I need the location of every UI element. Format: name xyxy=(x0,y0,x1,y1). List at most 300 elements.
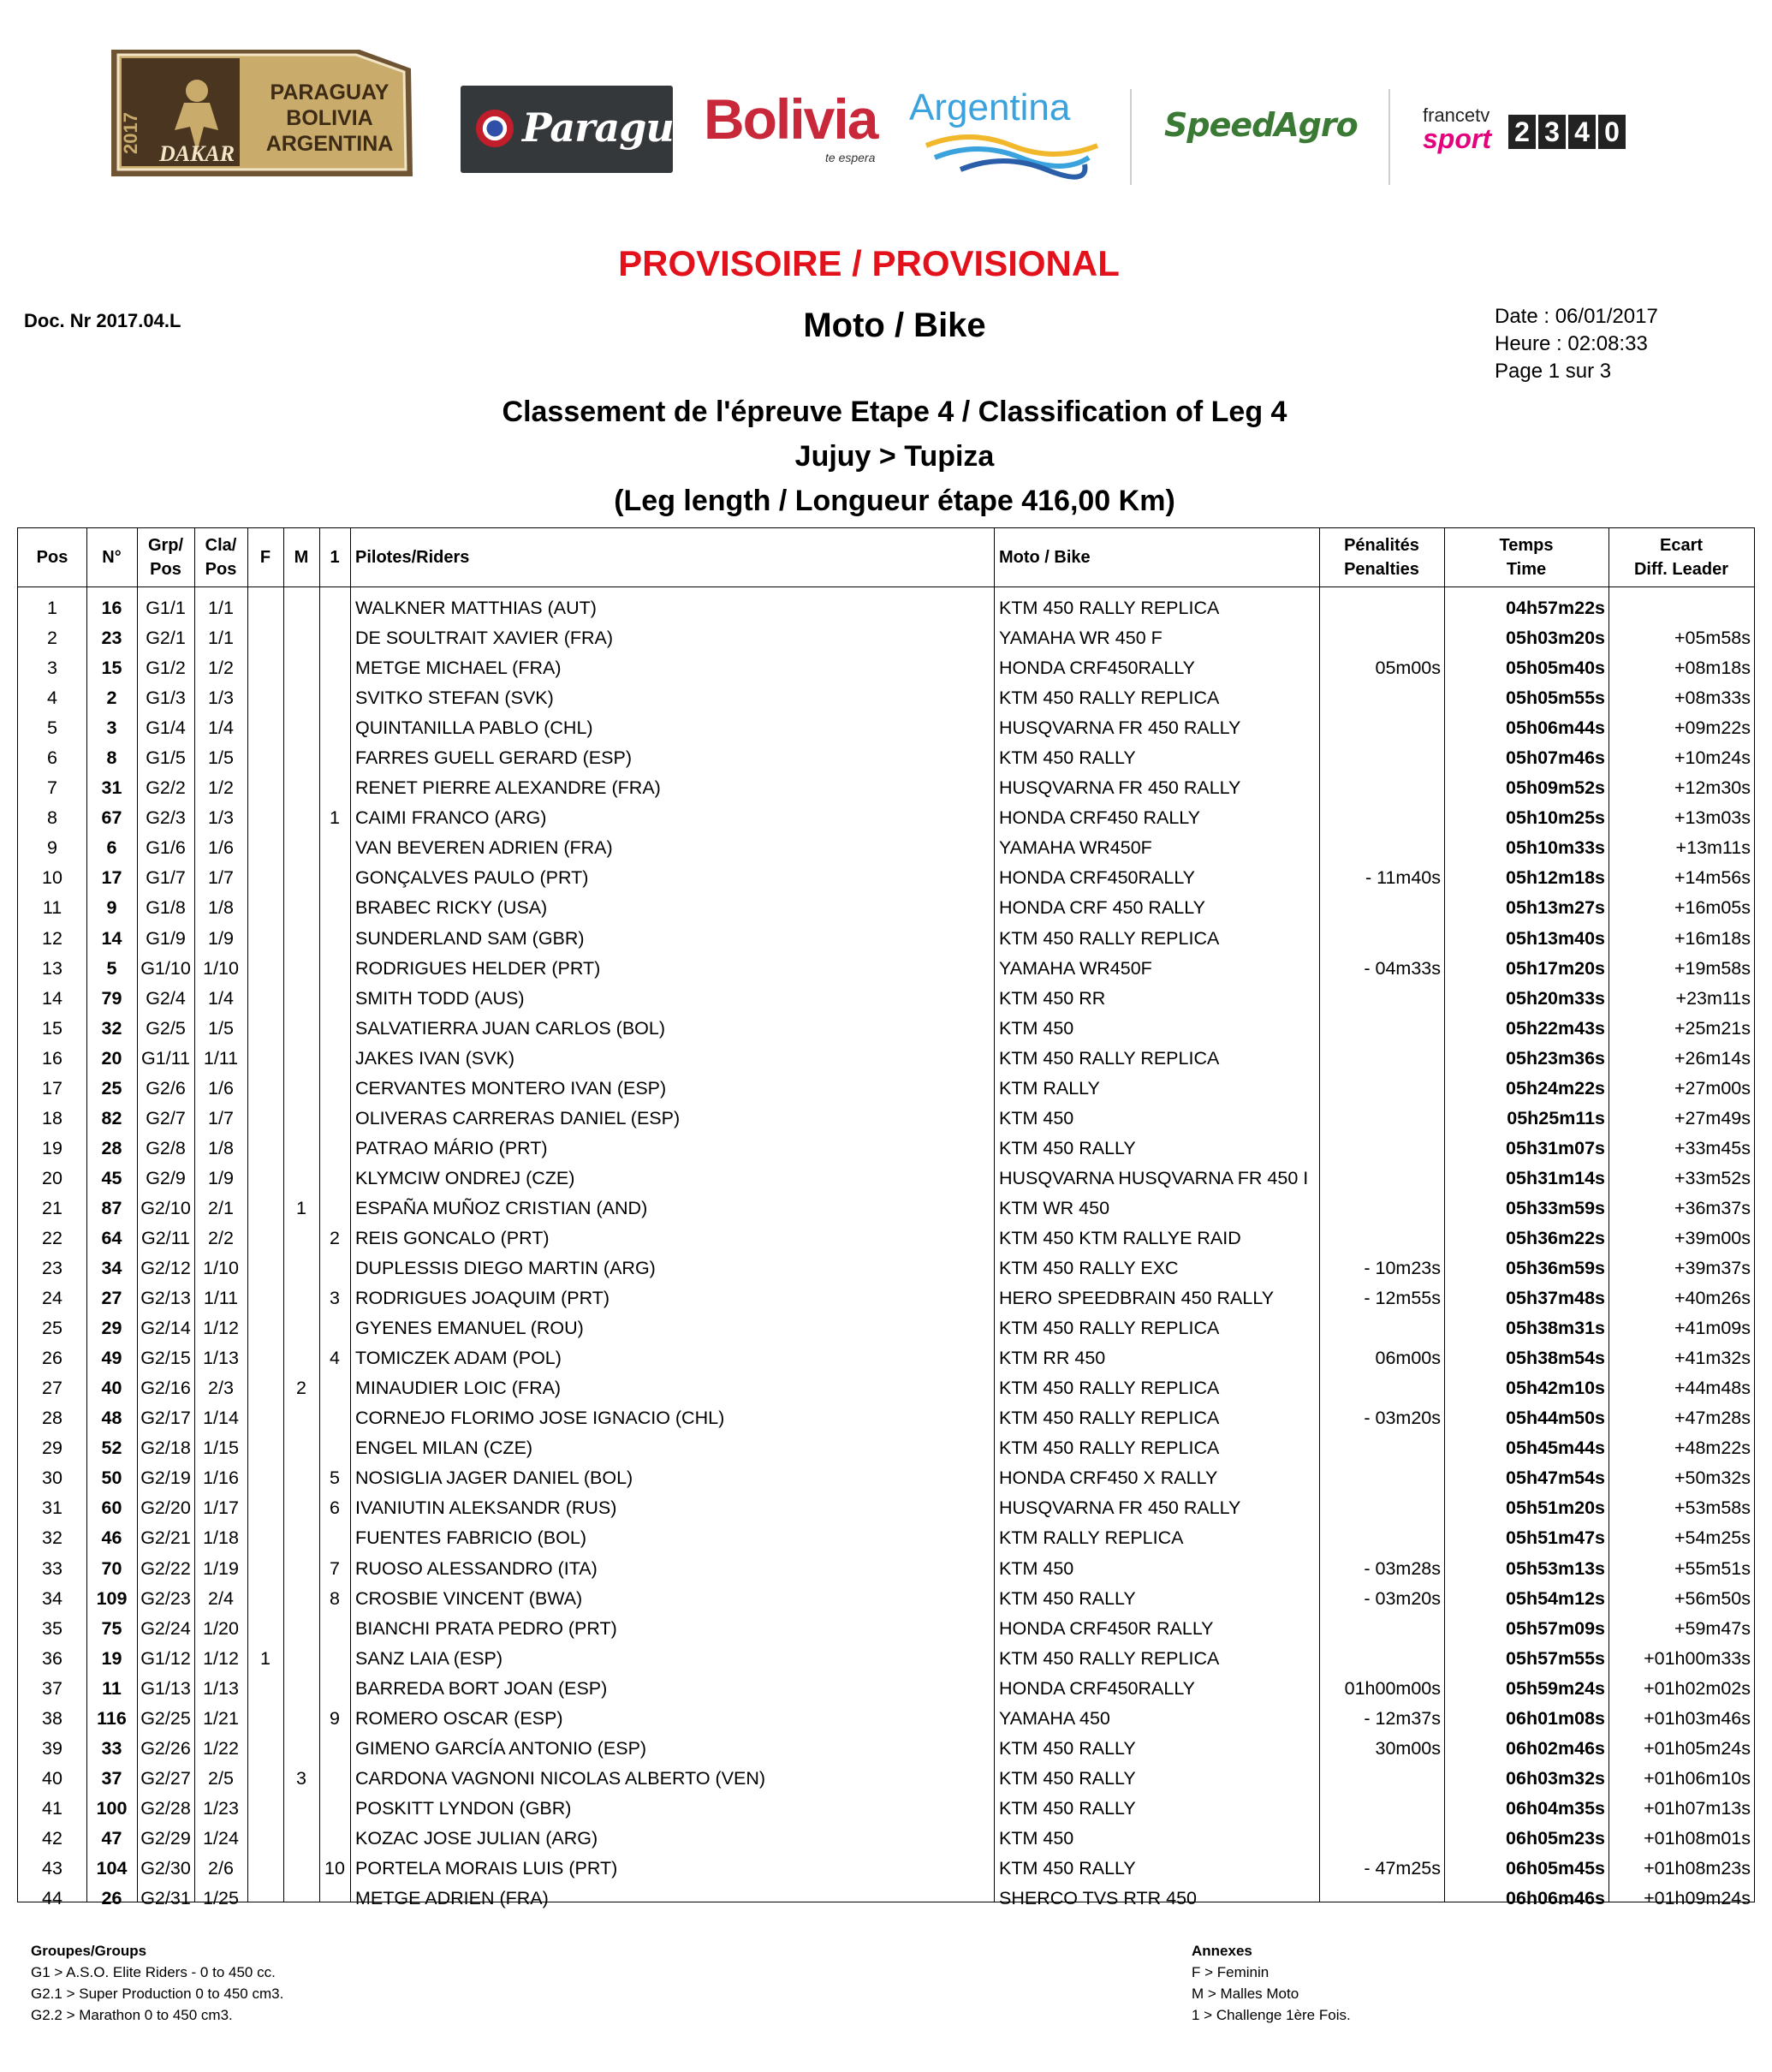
row-f xyxy=(247,1523,283,1553)
row-pos: 4 xyxy=(47,688,57,709)
row-rider: WALKNER MATTHIAS (AUT) xyxy=(355,598,597,618)
row-first-timer xyxy=(319,1614,350,1644)
row-group-pos: G2/4 xyxy=(146,987,186,1009)
row-group-pos: G1/1 xyxy=(146,598,186,618)
row-time: 05h09m52s xyxy=(1506,777,1605,799)
row-first-timer: 5 xyxy=(330,1468,340,1489)
row-gap: +33m52s xyxy=(1674,1167,1751,1188)
row-bike: HUSQVARNA FR 450 RALLY xyxy=(999,777,1241,799)
row-gap: +01h05m24s xyxy=(1644,1737,1751,1759)
row-penalty xyxy=(1319,833,1441,863)
row-class-pos: 1/14 xyxy=(203,1408,239,1429)
row-group-pos: G1/7 xyxy=(146,867,186,889)
row-f xyxy=(247,1433,283,1463)
row-penalty xyxy=(1319,1493,1441,1523)
table-row xyxy=(18,1704,1754,1734)
table-row xyxy=(18,1614,1754,1644)
row-pos: 2 xyxy=(47,628,57,649)
row-rider: IVANIUTIN ALEKSANDR (RUS) xyxy=(355,1497,617,1519)
row-time: 05h22m43s xyxy=(1506,1017,1605,1039)
document-date: Date : 06/01/2017 xyxy=(1495,305,1658,328)
provisional-status: PROVISOIRE / PROVISIONAL xyxy=(618,243,1120,283)
row-gap: +27m49s xyxy=(1674,1107,1751,1128)
row-class-pos: 1/22 xyxy=(203,1737,239,1759)
annexes-legend xyxy=(1192,1940,1351,2026)
row-first-timer xyxy=(319,863,350,893)
row-class-pos: 1/8 xyxy=(208,897,234,919)
row-first-timer xyxy=(319,1164,350,1194)
row-gap: +40m26s xyxy=(1674,1288,1751,1309)
row-class-pos: 2/4 xyxy=(208,1587,234,1609)
row-group-pos: G1/6 xyxy=(146,837,186,859)
row-number: 8 xyxy=(106,747,117,769)
row-rider: RODRIGUES JOAQUIM (PRT) xyxy=(355,1288,610,1309)
row-pos: 42 xyxy=(42,1827,62,1849)
row-number: 40 xyxy=(101,1378,122,1399)
row-f xyxy=(247,1463,283,1493)
row-pos: 35 xyxy=(42,1617,62,1639)
row-number: 47 xyxy=(101,1827,122,1849)
annexes-legend-item: 1 > Challenge 1ère Fois. xyxy=(1192,2007,1351,2023)
row-bike: KTM 450 RALLY REPLICA xyxy=(999,598,1220,618)
row-gap: +41m32s xyxy=(1674,1348,1751,1369)
row-rider: METGE ADRIEN (FRA) xyxy=(355,1888,549,1909)
row-f xyxy=(247,623,283,653)
row-class-pos: 1/4 xyxy=(208,717,234,739)
table-row xyxy=(18,1373,1754,1403)
row-pos: 9 xyxy=(47,837,57,859)
row-gap: +41m09s xyxy=(1674,1318,1751,1339)
channel-number: 0 xyxy=(1598,115,1626,149)
row-f xyxy=(247,1343,283,1373)
row-m xyxy=(283,833,319,863)
row-class-pos: 1/20 xyxy=(203,1617,239,1639)
row-f xyxy=(247,653,283,683)
row-gap: +23m11s xyxy=(1675,987,1751,1009)
table-row xyxy=(18,1253,1754,1283)
row-bike: KTM WR 450 xyxy=(999,1197,1110,1218)
row-rider: GONÇALVES PAULO (PRT) xyxy=(355,867,589,889)
row-group-pos: G2/3 xyxy=(146,807,186,829)
table-row xyxy=(18,1554,1754,1584)
row-time: 05h38m54s xyxy=(1506,1348,1605,1369)
row-pos: 16 xyxy=(42,1047,62,1069)
row-pos: 3 xyxy=(47,658,57,679)
row-rider: DE SOULTRAIT XAVIER (FRA) xyxy=(355,628,614,649)
row-bike: HUSQVARNA FR 450 RALLY xyxy=(999,717,1241,739)
row-pos: 24 xyxy=(42,1288,62,1309)
row-pos: 21 xyxy=(42,1197,62,1218)
row-f xyxy=(247,743,283,773)
table-row xyxy=(18,1493,1754,1523)
row-class-pos: 1/4 xyxy=(208,987,234,1009)
row-rider: CERVANTES MONTERO IVAN (ESP) xyxy=(355,1077,667,1099)
row-bike: KTM 450 RALLY xyxy=(999,1737,1136,1759)
row-group-pos: G2/15 xyxy=(140,1348,191,1369)
row-group-pos: G2/19 xyxy=(140,1468,191,1489)
logo-divider xyxy=(1130,89,1132,185)
row-first-timer xyxy=(319,743,350,773)
row-m xyxy=(283,863,319,893)
row-f xyxy=(247,1854,283,1884)
row-penalty xyxy=(1319,1614,1441,1644)
results-table xyxy=(17,527,1755,1909)
row-number: 64 xyxy=(101,1227,122,1248)
row-penalty: 05m00s xyxy=(1375,658,1441,679)
row-f xyxy=(247,1164,283,1194)
table-row xyxy=(18,1854,1754,1884)
row-m xyxy=(283,623,319,653)
row-first-timer xyxy=(319,713,350,743)
row-bike: HONDA CRF450RALLY xyxy=(999,867,1196,889)
row-number: 20 xyxy=(101,1047,122,1069)
row-pos: 40 xyxy=(42,1767,62,1789)
row-class-pos: 1/24 xyxy=(203,1827,239,1849)
channel-number: 3 xyxy=(1538,115,1566,149)
row-bike: HONDA CRF450R RALLY xyxy=(999,1617,1214,1639)
row-number: 28 xyxy=(101,1137,122,1158)
row-penalty xyxy=(1319,743,1441,773)
row-time: 06h05m23s xyxy=(1506,1827,1605,1849)
row-time: 05h06m44s xyxy=(1506,717,1605,739)
row-rider: CAIMI FRANCO (ARG) xyxy=(355,807,547,829)
row-rider: CORNEJO FLORIMO JOSE IGNACIO (CHL) xyxy=(355,1408,725,1429)
row-class-pos: 1/1 xyxy=(208,598,234,618)
row-bike: KTM 450 xyxy=(999,1557,1074,1579)
row-class-pos: 2/1 xyxy=(208,1197,234,1218)
row-m xyxy=(283,1674,319,1704)
row-f xyxy=(247,1884,283,1914)
row-rider: REIS GONCALO (PRT) xyxy=(355,1227,550,1248)
row-time: 06h01m08s xyxy=(1506,1707,1605,1729)
row-bike: YAMAHA WR450F xyxy=(999,957,1152,979)
row-gap: +01h09m24s xyxy=(1644,1888,1751,1909)
row-first-timer xyxy=(319,1734,350,1764)
row-group-pos: G1/5 xyxy=(146,747,186,769)
row-class-pos: 1/3 xyxy=(208,688,234,709)
row-group-pos: G2/6 xyxy=(146,1077,186,1099)
row-rider: VAN BEVEREN ADRIEN (FRA) xyxy=(355,837,613,859)
row-class-pos: 1/18 xyxy=(203,1527,239,1549)
row-gap: +27m00s xyxy=(1674,1077,1751,1099)
row-rider: PORTELA MORAIS LUIS (PRT) xyxy=(355,1857,618,1878)
row-pos: 44 xyxy=(42,1888,62,1909)
row-time: 05h57m09s xyxy=(1506,1617,1605,1639)
row-penalty: 30m00s xyxy=(1375,1737,1441,1759)
table-row xyxy=(18,1884,1754,1914)
row-group-pos: G2/5 xyxy=(146,1017,186,1039)
row-gap: +01h08m01s xyxy=(1644,1827,1751,1849)
row-time: 05h54m12s xyxy=(1506,1587,1605,1609)
sport-wordmark: sport xyxy=(1423,123,1491,154)
row-group-pos: G2/12 xyxy=(140,1258,191,1279)
row-group-pos: G1/9 xyxy=(146,927,186,949)
row-rider: JAKES IVAN (SVK) xyxy=(355,1047,514,1069)
row-time: 05h10m25s xyxy=(1506,807,1605,829)
row-f xyxy=(247,803,283,833)
row-number: 60 xyxy=(101,1497,122,1519)
row-f xyxy=(247,593,283,623)
row-group-pos: G2/27 xyxy=(140,1767,191,1789)
row-m xyxy=(283,1164,319,1194)
row-number: 82 xyxy=(101,1107,122,1128)
row-pos: 38 xyxy=(42,1707,62,1729)
table-row xyxy=(18,1104,1754,1134)
row-gap: +01h00m33s xyxy=(1644,1647,1751,1669)
row-time: 05h57m55s xyxy=(1506,1647,1605,1669)
annexes-legend-title: Annexes xyxy=(1192,1943,1252,1959)
row-group-pos: G2/22 xyxy=(140,1557,191,1579)
row-f xyxy=(247,1554,283,1584)
header-group-pos: Grp/ Pos xyxy=(147,536,184,579)
row-pos: 31 xyxy=(42,1497,62,1519)
row-pos: 22 xyxy=(42,1227,62,1248)
row-number: 31 xyxy=(101,777,122,799)
row-number: 75 xyxy=(101,1617,122,1639)
row-f xyxy=(247,1824,283,1854)
row-class-pos: 2/2 xyxy=(208,1227,234,1248)
table-row xyxy=(18,803,1754,833)
row-number: 49 xyxy=(101,1348,122,1369)
row-f xyxy=(247,1794,283,1824)
row-bike: KTM 450 RALLY xyxy=(999,1137,1136,1158)
bolivia-logo xyxy=(704,87,883,173)
table-row xyxy=(18,623,1754,653)
row-group-pos: G2/26 xyxy=(140,1737,191,1759)
row-rider: SUNDERLAND SAM (GBR) xyxy=(355,927,585,949)
row-gap: +54m25s xyxy=(1674,1527,1751,1549)
header-gap: Ecart Diff. Leader xyxy=(1633,536,1729,579)
row-first-timer: 2 xyxy=(330,1227,340,1248)
row-first-timer: 1 xyxy=(330,807,340,829)
row-number: 9 xyxy=(106,897,117,919)
row-group-pos: G2/17 xyxy=(140,1408,191,1429)
row-group-pos: G2/31 xyxy=(140,1888,191,1909)
row-time: 05h59m24s xyxy=(1506,1677,1605,1699)
row-bike: HONDA CRF450 RALLY xyxy=(999,807,1200,829)
row-time: 05h25m11s xyxy=(1507,1107,1605,1128)
row-rider: ROMERO OSCAR (ESP) xyxy=(355,1707,563,1729)
row-pos: 41 xyxy=(42,1797,62,1819)
row-gap: +01h07m13s xyxy=(1644,1797,1751,1819)
groups-legend-item: G1 > A.S.O. Elite Riders - 0 to 450 cc. xyxy=(31,1964,276,1980)
row-penalty xyxy=(1319,984,1441,1014)
table-row xyxy=(18,1584,1754,1614)
row-class-pos: 1/19 xyxy=(203,1557,239,1579)
row-rider: MINAUDIER LOIC (FRA) xyxy=(355,1378,562,1399)
table-row xyxy=(18,1313,1754,1343)
table-row xyxy=(18,1674,1754,1704)
row-penalty xyxy=(1319,713,1441,743)
row-time: 05h13m40s xyxy=(1506,927,1605,949)
row-gap: +44m48s xyxy=(1674,1378,1751,1399)
row-class-pos: 1/13 xyxy=(203,1677,239,1699)
row-penalty xyxy=(1319,1044,1441,1074)
row-rider: FARRES GUELL GERARD (ESP) xyxy=(355,747,632,769)
dakar-country-3: ARGENTINA xyxy=(265,132,394,156)
row-m xyxy=(283,743,319,773)
row-pos: 20 xyxy=(42,1167,62,1188)
row-class-pos: 1/9 xyxy=(208,927,234,949)
row-m xyxy=(283,1884,319,1914)
row-bike: KTM RALLY xyxy=(999,1077,1100,1099)
row-penalty xyxy=(1319,803,1441,833)
row-pos: 25 xyxy=(42,1318,62,1339)
row-bike: HUSQVARNA HUSQVARNA FR 450 I xyxy=(999,1167,1309,1188)
row-class-pos: 1/8 xyxy=(208,1137,234,1158)
header-riders: Pilotes/Riders xyxy=(355,548,470,567)
row-rider: BRABEC RICKY (USA) xyxy=(355,897,548,919)
row-f xyxy=(247,1044,283,1074)
row-m xyxy=(283,1794,319,1824)
row-m: 1 xyxy=(296,1197,306,1218)
row-first-timer xyxy=(319,1313,350,1343)
table-row xyxy=(18,1764,1754,1794)
row-penalty xyxy=(1319,773,1441,803)
groups-legend xyxy=(31,1940,283,2026)
row-f xyxy=(247,1704,283,1734)
row-f xyxy=(247,1373,283,1403)
row-pos: 39 xyxy=(42,1737,62,1759)
row-time: 05h42m10s xyxy=(1506,1378,1605,1399)
row-f xyxy=(247,1283,283,1313)
row-group-pos: G1/3 xyxy=(146,688,186,709)
table-row xyxy=(18,1134,1754,1164)
paraguay-logo xyxy=(461,86,721,173)
row-first-timer xyxy=(319,924,350,954)
row-bike: HONDA CRF 450 RALLY xyxy=(999,897,1205,919)
document-number: Doc. Nr 2017.04.L xyxy=(24,310,181,331)
row-f xyxy=(247,683,283,713)
row-f xyxy=(247,1194,283,1224)
row-penalty xyxy=(1319,1523,1441,1553)
row-first-timer xyxy=(319,1253,350,1283)
row-rider: METGE MICHAEL (FRA) xyxy=(355,658,562,679)
row-pos: 1 xyxy=(47,598,57,618)
row-time: 05h10m33s xyxy=(1506,837,1605,859)
row-pos: 43 xyxy=(42,1857,62,1878)
row-class-pos: 1/12 xyxy=(203,1647,239,1669)
row-bike: HERO SPEEDBRAIN 450 RALLY xyxy=(999,1288,1275,1309)
row-m xyxy=(283,1403,319,1433)
table-row xyxy=(18,1283,1754,1313)
table-row xyxy=(18,683,1754,713)
row-group-pos: G1/8 xyxy=(146,897,186,919)
row-gap: +16m05s xyxy=(1674,897,1751,919)
row-penalty xyxy=(1319,1794,1441,1824)
row-f xyxy=(247,773,283,803)
row-gap: +14m56s xyxy=(1674,867,1751,889)
row-gap: +09m22s xyxy=(1674,717,1751,739)
row-bike: KTM 450 RALLY xyxy=(999,747,1136,769)
row-group-pos: G2/21 xyxy=(140,1527,191,1549)
row-number: 33 xyxy=(101,1737,122,1759)
row-time: 06h02m46s xyxy=(1506,1737,1605,1759)
row-class-pos: 1/5 xyxy=(208,747,234,769)
row-bike: KTM 450 RALLY xyxy=(999,1857,1136,1878)
speedagro-logo xyxy=(1164,106,1363,158)
row-penalty: - 12m37s xyxy=(1364,1707,1441,1729)
row-time: 05h36m22s xyxy=(1506,1227,1605,1248)
row-group-pos: G1/12 xyxy=(140,1647,191,1669)
row-penalty: 01h00m00s xyxy=(1344,1677,1441,1699)
row-pos: 32 xyxy=(42,1527,62,1549)
row-m xyxy=(283,1253,319,1283)
row-penalty: - 03m20s xyxy=(1364,1587,1441,1609)
row-class-pos: 1/16 xyxy=(203,1468,239,1489)
row-f xyxy=(247,924,283,954)
row-group-pos: G1/2 xyxy=(146,658,186,679)
row-m xyxy=(283,773,319,803)
row-penalty xyxy=(1319,1313,1441,1343)
table-row xyxy=(18,1824,1754,1854)
row-rider: RUOSO ALESSANDRO (ITA) xyxy=(355,1557,598,1579)
row-time: 05h33m59s xyxy=(1506,1197,1605,1218)
row-m xyxy=(283,1343,319,1373)
row-gap: +08m18s xyxy=(1674,658,1751,679)
row-penalty: 06m00s xyxy=(1375,1348,1441,1369)
row-bike: HUSQVARNA FR 450 RALLY xyxy=(999,1497,1241,1519)
row-rider: KLYMCIW ONDREJ (CZE) xyxy=(355,1167,575,1188)
table-row xyxy=(18,713,1754,743)
row-gap: +56m50s xyxy=(1674,1587,1751,1609)
row-f xyxy=(247,954,283,984)
argentina-wordmark: Argentina xyxy=(909,86,1071,128)
row-first-timer xyxy=(319,1373,350,1403)
row-time: 05h17m20s xyxy=(1506,957,1605,979)
row-class-pos: 1/9 xyxy=(208,1167,234,1188)
row-pos: 10 xyxy=(42,867,62,889)
row-penalty xyxy=(1319,1104,1441,1134)
row-first-timer xyxy=(319,1403,350,1433)
row-penalty xyxy=(1319,1224,1441,1253)
row-gap: +53m58s xyxy=(1674,1497,1751,1519)
row-time: 05h51m47s xyxy=(1506,1527,1605,1549)
row-pos: 33 xyxy=(42,1557,62,1579)
table-row xyxy=(18,1644,1754,1674)
row-class-pos: 1/7 xyxy=(208,867,234,889)
row-pos: 27 xyxy=(42,1378,62,1399)
row-m xyxy=(283,1044,319,1074)
argentina-wave-icon xyxy=(909,127,1104,187)
row-group-pos: G2/25 xyxy=(140,1707,191,1729)
row-first-timer xyxy=(319,954,350,984)
row-group-pos: G2/29 xyxy=(140,1827,191,1849)
row-first-timer: 8 xyxy=(330,1587,340,1609)
row-penalty xyxy=(1319,1884,1441,1914)
row-gap: +26m14s xyxy=(1674,1047,1751,1069)
row-bike: KTM 450 RALLY xyxy=(999,1767,1136,1789)
row-penalty: - 03m28s xyxy=(1364,1557,1441,1579)
row-number: 2 xyxy=(106,688,117,709)
row-number: 34 xyxy=(101,1258,122,1279)
row-bike: HONDA CRF450RALLY xyxy=(999,658,1196,679)
row-first-timer xyxy=(319,1644,350,1674)
row-m xyxy=(283,803,319,833)
paraguay-wordmark: Paraguay xyxy=(522,104,721,151)
row-rider: DUPLESSIS DIEGO MARTIN (ARG) xyxy=(355,1258,656,1279)
row-bike: KTM 450 RALLY REPLICA xyxy=(999,1647,1220,1669)
row-m xyxy=(283,1313,319,1343)
row-number: 16 xyxy=(101,598,122,618)
row-rider: TOMICZEK ADAM (POL) xyxy=(355,1348,562,1369)
row-penalty: - 04m33s xyxy=(1364,957,1441,979)
row-group-pos: G1/10 xyxy=(140,957,191,979)
header-pos: Pos xyxy=(36,548,68,567)
table-row xyxy=(18,1433,1754,1463)
row-number: 17 xyxy=(101,867,122,889)
row-bike: HONDA CRF450RALLY xyxy=(999,1677,1196,1699)
